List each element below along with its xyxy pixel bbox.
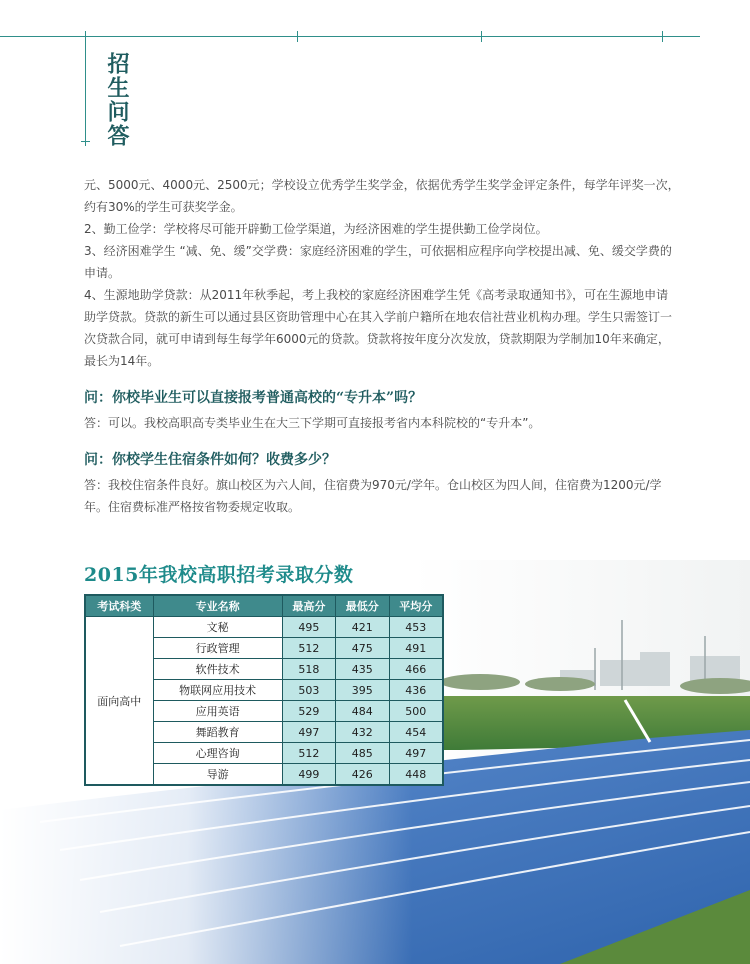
avg-score-cell: 466: [389, 659, 443, 680]
table-row: [85, 617, 443, 638]
answer-text: 答：可以。我校高职高专类毕业生在大三下学期可直接报考省内本科院校的“专升本”。: [84, 416, 541, 430]
major-cell: 文秘: [153, 617, 282, 638]
question-heading: 问：你校学生住宿条件如何？收费多少？: [84, 452, 336, 468]
rule-tick: [293, 36, 302, 37]
score-table: [84, 594, 444, 786]
column-header: 专业名称: [153, 595, 282, 617]
avg-score-cell: 448: [389, 764, 443, 786]
major-cell: 应用英语: [153, 701, 282, 722]
question-heading: 问：你校毕业生可以直接报考普通高校的“专升本”吗？: [84, 390, 423, 406]
major-cell: 物联网应用技术: [153, 680, 282, 701]
paragraph: 4、生源地助学贷款：从2011年秋季起，考上我校的家庭经济困难学生凭《高考录取通知书》，可在生源地申请助学贷款。贷款的新生可以通过县区资助管理中心在其入学前户籍所在地农信社营业机构办理。学生只需签订一次贷款合同，就可申请到每生每学年6000元的贷款。贷款将按年度分次发放，贷款期限为学制加10年来确定，最长为14年。: [84, 288, 673, 368]
max-score-cell: 518: [282, 659, 335, 680]
max-score-cell: 529: [282, 701, 335, 722]
major-cell: 舞蹈教育: [153, 722, 282, 743]
avg-score-cell: 454: [389, 722, 443, 743]
avg-score-cell: 436: [389, 680, 443, 701]
answer-text: 答：我校住宿条件良好。旗山校区为六人间，住宿费为970元/学年。仓山校区为四人间，住宿费为1200元/学年。住宿费标准严格按省物委规定收取。: [84, 478, 662, 514]
major-cell: 心理咨询: [153, 743, 282, 764]
paragraph: 元、5000元、4000元、2500元；学校设立优秀学生奖学金，依据优秀学生奖学金评定条件，每学年评奖一次，约有30%的学生可获奖学金。: [84, 178, 680, 214]
max-score-cell: 495: [282, 617, 335, 638]
top-rule: [0, 36, 700, 37]
min-score-cell: 485: [336, 743, 389, 764]
major-cell: 导游: [153, 764, 282, 786]
min-score-cell: 435: [336, 659, 389, 680]
paragraph: 3、经济困难学生 “减、免、缓”交学费：家庭经济困难的学生，可依据相应程序向学校提出减、免、缓交学费的申请。: [84, 244, 672, 280]
section-label: 招生问答: [104, 52, 130, 148]
table-header-row: [85, 595, 443, 617]
min-score-cell: 432: [336, 722, 389, 743]
table-title: 2015年我校高职招考录取分数: [84, 564, 354, 586]
column-header: 最高分: [282, 595, 335, 617]
column-header: 最低分: [336, 595, 389, 617]
rule-tick: [477, 36, 486, 37]
column-header: 考试科类: [85, 595, 153, 617]
article-body: [84, 174, 680, 518]
min-score-cell: 475: [336, 638, 389, 659]
max-score-cell: 503: [282, 680, 335, 701]
min-score-cell: 484: [336, 701, 389, 722]
min-score-cell: 395: [336, 680, 389, 701]
paragraph: 2、勤工俭学：学校将尽可能开辟勤工俭学渠道，为经济困难的学生提供勤工俭学岗位。: [84, 222, 548, 236]
category-cell: 面向高中: [85, 617, 153, 786]
rule-tick: [81, 141, 90, 142]
rule-tick: [81, 36, 90, 37]
max-score-cell: 512: [282, 638, 335, 659]
max-score-cell: 499: [282, 764, 335, 786]
avg-score-cell: 500: [389, 701, 443, 722]
major-cell: 行政管理: [153, 638, 282, 659]
avg-score-cell: 497: [389, 743, 443, 764]
column-header: 平均分: [389, 595, 443, 617]
rule-tick: [658, 36, 667, 37]
max-score-cell: 512: [282, 743, 335, 764]
min-score-cell: 426: [336, 764, 389, 786]
max-score-cell: 497: [282, 722, 335, 743]
avg-score-cell: 453: [389, 617, 443, 638]
min-score-cell: 421: [336, 617, 389, 638]
avg-score-cell: 491: [389, 638, 443, 659]
major-cell: 软件技术: [153, 659, 282, 680]
vertical-rule: [85, 38, 86, 146]
